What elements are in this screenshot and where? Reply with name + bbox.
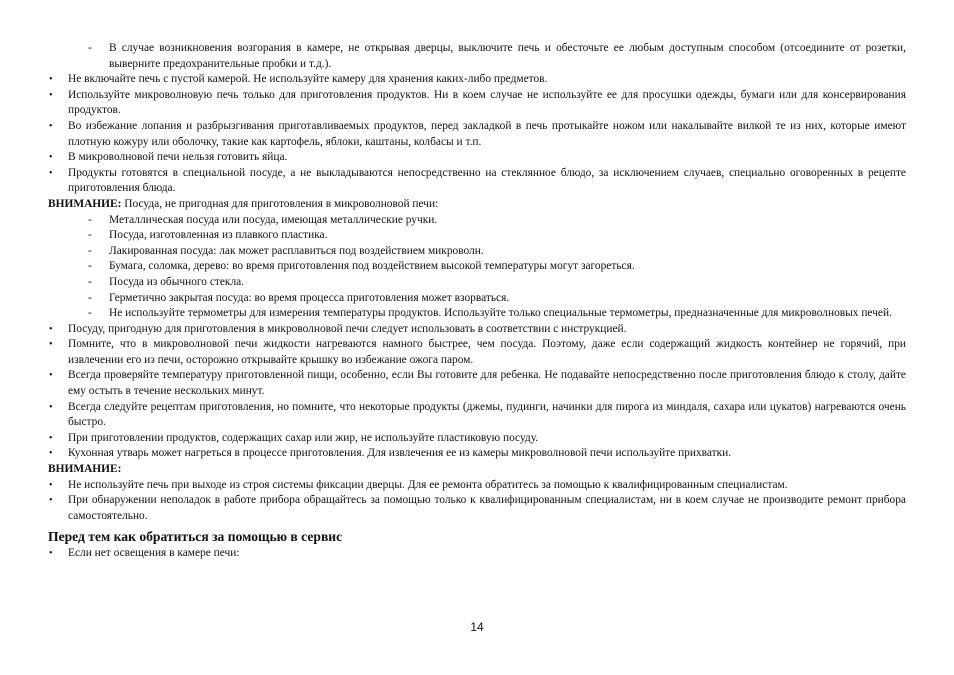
bullet-marker: • bbox=[49, 339, 53, 351]
list-item bbox=[48, 322, 906, 338]
list-item-text: Не включайте печь с пустой камерой. Не используйте камеру для хранения каких-либо предметов. bbox=[68, 73, 548, 86]
list-item bbox=[48, 493, 906, 524]
list-item-text: Всегда следуйте рецептам приготовления, но помните, что некоторые продукты (джемы, пудинги, начинки для пирога из миндаля, сахара или цукатов) нагреваются очень быстро. bbox=[68, 400, 906, 429]
list-item bbox=[48, 368, 906, 399]
list-item bbox=[48, 166, 906, 197]
list-item-text: Кухонная утварь может нагреться в процессе приготовления. Для извлечения ее из камеры микроволновой печи используйте прихватки. bbox=[68, 447, 732, 460]
bullet-marker: • bbox=[49, 152, 53, 164]
warning-note-cookware bbox=[48, 197, 906, 213]
list-item bbox=[48, 72, 906, 88]
list-item bbox=[48, 150, 906, 166]
list-item-text: Продукты готовятся в специальной посуде, а не выкладываются непосредственно на стеклянное блюдо, за исключением случаев, специально оговоренных в рецепте приготовления блюда. bbox=[68, 166, 906, 195]
bullet-marker: • bbox=[49, 370, 53, 382]
section-heading: Перед тем как обратиться за помощью в сервис bbox=[48, 529, 343, 545]
dash-item-text: Лакированная посуда: лак может расплавиться под воздействием микроволн. bbox=[109, 244, 484, 257]
list-item-text: Во избежание лопания и разбрызгивания приготавливаемых продуктов, перед закладкой в печь протыкайте ножом или накалывайте вилкой те из них, которые имеют плотную кожуру или оболочку, такие как картофель, яблоки, каштаны, колбасы и т.п. bbox=[68, 119, 906, 148]
intro-dash-text: В случае возникновения возгорания в камере, не открывая дверцы, выключите печь и обесточьте ее любым доступным способом (отсоедините от розетки, выверните предохранительные пробки и т.д.). bbox=[109, 42, 906, 70]
dash-item-text: Бумага, соломка, дерево: во время приготовления под воздействием высокой температуры могут загореться. bbox=[109, 260, 635, 273]
dash-item bbox=[48, 275, 906, 291]
list-item-text: Не используйте печь при выходе из строя системы фиксации дверцы. Для ее ремонта обратитесь за помощью к квалифицированным специалистам. bbox=[68, 478, 788, 491]
warning-label: ВНИМАНИЕ: bbox=[48, 197, 122, 210]
list-item-text: При приготовлении продуктов, содержащих сахар или жир, не используйте пластиковую посуду. bbox=[68, 431, 539, 444]
dash-marker: - bbox=[88, 229, 92, 242]
bullet-marker: • bbox=[49, 548, 53, 560]
warning-label: ВНИМАНИЕ: bbox=[48, 463, 122, 476]
list-item-text: Всегда проверяйте температуру приготовленной пищи, особенно, если Вы готовите для ребенка. Не подавайте непосредственно после приготовления блюдо к столу, дайте ему остыть в течение нескольких минут. bbox=[68, 369, 906, 398]
dash-marker: - bbox=[88, 275, 92, 288]
list-item bbox=[48, 478, 906, 494]
list-item bbox=[48, 119, 906, 150]
list-item bbox=[48, 446, 906, 462]
list-item bbox=[48, 431, 906, 447]
bullet-marker: • bbox=[49, 323, 53, 335]
warning-note-repair bbox=[48, 462, 906, 478]
dash-item-text: Герметично закрытая посуда: во время процесса приготовления может взорваться. bbox=[109, 291, 510, 304]
list-item-text: Посуду, пригодную для приготовления в микроволновой печи следует использовать в соответствии с инструкцией. bbox=[68, 322, 627, 335]
bullet-marker: • bbox=[49, 74, 53, 86]
intro-dash-item bbox=[48, 41, 906, 72]
dash-item bbox=[48, 259, 906, 275]
dash-marker: - bbox=[88, 244, 92, 257]
dash-item bbox=[48, 244, 906, 260]
dash-marker: - bbox=[88, 260, 92, 273]
dash-item bbox=[48, 306, 906, 322]
bullet-marker: • bbox=[49, 448, 53, 460]
dash-item-text: Посуда из обычного стекла. bbox=[109, 275, 245, 288]
dash-item bbox=[48, 228, 906, 244]
dash-marker: - bbox=[88, 42, 92, 54]
page-number: 14 bbox=[470, 620, 484, 634]
dash-marker: - bbox=[88, 307, 92, 320]
dash-item-text: Посуда, изготовленная из плавкого пластика. bbox=[109, 229, 328, 242]
bullet-marker: • bbox=[49, 479, 53, 491]
dash-item-text: Металлическая посуда или посуда, имеющая металлические ручки. bbox=[109, 213, 438, 226]
dash-marker: - bbox=[88, 213, 92, 226]
bullet-marker: • bbox=[49, 89, 53, 101]
warning-text: Посуда, не пригодная для приготовления в микроволновой печи: bbox=[121, 197, 439, 210]
bullet-marker: • bbox=[49, 167, 53, 179]
list-item bbox=[48, 337, 906, 368]
bullet-marker: • bbox=[49, 401, 53, 413]
bullet-marker: • bbox=[49, 120, 53, 132]
list-item bbox=[48, 88, 906, 119]
list-item bbox=[48, 546, 906, 562]
document-page bbox=[48, 41, 906, 562]
list-item-text: Используйте микроволновую печь только для приготовления продуктов. Ни в коем случае не используйте ее для просушки одежды, бумаги или для консервирования продуктов. bbox=[68, 88, 906, 117]
dash-item bbox=[48, 213, 906, 229]
list-item-text: При обнаружении неполадок в работе прибора обращайтесь за помощью только к квалифицированным специалистам, ни в коем случае не производите ремонт прибора самостоятельно. bbox=[68, 494, 906, 522]
list-item bbox=[48, 400, 906, 431]
dash-marker: - bbox=[88, 291, 92, 304]
dash-item-text: Не используйте термометры для измерения температуры продуктов. Используйте только специальные термометры, предназначенные для микроволновых печей. bbox=[109, 307, 892, 320]
list-item-text: Если нет освещения в камере печи: bbox=[68, 547, 240, 560]
bullet-marker: • bbox=[49, 495, 53, 507]
bullet-marker: • bbox=[49, 432, 53, 444]
list-item-text: Помните, что в микроволновой печи жидкости нагреваются намного быстрее, чем посуда. Поэтому, даже если содержащий жидкость контейнер не горячий, при извлечении его из печи, осторожно открывайте крышку во избежание ожога паром. bbox=[68, 338, 906, 366]
list-item-text: В микроволновой печи нельзя готовить яйца. bbox=[68, 151, 288, 164]
dash-item bbox=[48, 291, 906, 307]
